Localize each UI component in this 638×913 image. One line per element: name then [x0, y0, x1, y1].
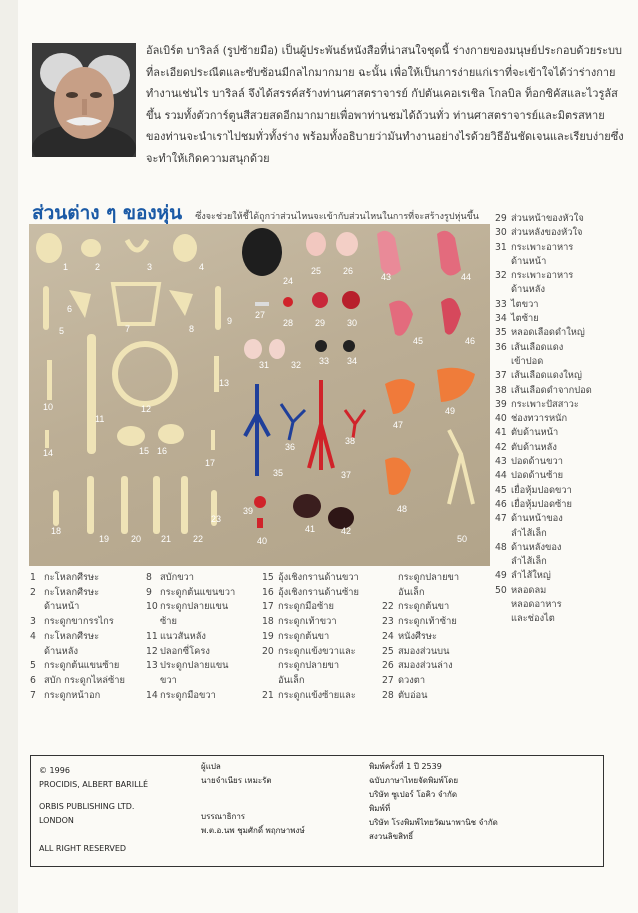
- part-number: 50: [457, 534, 468, 544]
- list-item: 46 เยื่อหุ้มปอดซ้าย: [495, 498, 572, 510]
- printer-label: พิมพ์ที่: [369, 804, 391, 813]
- part-number: 2: [95, 262, 101, 272]
- part-number: 28: [283, 318, 294, 328]
- list-item: อันเล็ก: [278, 674, 305, 686]
- list-item: 45 เยื่อหุ้มปอดขวา: [495, 484, 572, 496]
- part-number: 31: [259, 360, 270, 370]
- list-item: 21 กระดูกแข้งซ้ายและ: [262, 689, 356, 701]
- part-number: 33: [319, 356, 330, 366]
- list-item: กระดูกปลายขา: [278, 660, 340, 672]
- part-number: 45: [413, 336, 424, 346]
- list-item: 49 ลำไส้ใหญ่: [495, 570, 551, 582]
- list-item: 35 หลอดเลือดดำใหญ่: [495, 327, 585, 339]
- part-number: 22: [193, 534, 204, 544]
- part-number: 32: [291, 360, 302, 370]
- list-item: 8 สบักขวา: [146, 572, 195, 583]
- list-item: 33 ไตขวา: [495, 298, 539, 310]
- translator-block: [201, 760, 305, 838]
- list-item: 26 สมองส่วนล่าง: [382, 660, 453, 672]
- part-number: 20: [131, 534, 142, 544]
- list-item: 1 กะโหลกศีรษะ: [30, 572, 100, 583]
- list-item: 19 กระดูกต้นขา: [262, 630, 330, 642]
- part-number: 23: [211, 514, 222, 524]
- part-number: 25: [311, 266, 322, 276]
- part-number: 16: [157, 446, 168, 456]
- list-item: 32 กระเพาะอาหาร: [495, 270, 574, 282]
- list-item: 16 อุ้งเชิงกรานด้านซ้าย: [262, 586, 359, 598]
- printer-name: บริษัท โรงพิมพ์ไทยวัฒนาพานิช จำกัด: [369, 818, 498, 827]
- author-portrait: [32, 43, 136, 157]
- section-title: ส่วนต่าง ๆ ของหุ่น: [32, 202, 183, 224]
- list-item: 27 ดวงตา: [382, 674, 426, 686]
- thai-publisher: บริษัท ซูเปอร์ โอคิว จำกัด: [369, 790, 458, 799]
- part-number: 39: [243, 506, 254, 516]
- list-item: ด้านหลัง: [44, 645, 78, 657]
- part-number: 36: [285, 442, 296, 452]
- list-item: 24 หนังศีรษะ: [382, 630, 438, 642]
- list-item: 44 ปอดด้านซ้าย: [495, 470, 564, 482]
- part-number: 18: [51, 526, 62, 536]
- list-item: 25 สมองส่วนบน: [382, 645, 450, 657]
- editor-name: พ.ต.อ.นพ ชุมศักดิ์ พฤกษาพงษ์: [201, 826, 305, 835]
- list-item: 34 ไตซ้าย: [495, 313, 539, 325]
- list-item: 47 ด้านหน้าของ: [495, 513, 563, 525]
- part-number: 26: [343, 266, 354, 276]
- part-number: 6: [67, 304, 73, 314]
- rights-thai: สงวนลิขสิทธิ์: [369, 832, 414, 841]
- copyright-holder: PROCIDIS, ALBERT BARILLÉ: [39, 780, 149, 789]
- list-item: ด้านหน้า: [511, 255, 547, 267]
- list-item: 14 กระดูกมือขวา: [146, 689, 216, 701]
- edition-text: พิมพ์ครั้งที่ 1 ปี 2539: [369, 762, 442, 771]
- list-item: ซ้าย: [160, 616, 177, 628]
- editor-label: บรรณาธิการ: [201, 812, 246, 821]
- list-item: 48 ด้านหลังของ: [495, 541, 562, 553]
- part-number: 43: [381, 272, 392, 282]
- part-number: 13: [219, 378, 230, 388]
- part-number: 27: [255, 310, 266, 320]
- list-item: 10 กระดูกปลายแขน: [146, 601, 229, 613]
- part-number: 24: [283, 276, 294, 286]
- part-number: 3: [147, 262, 153, 272]
- list-item: 40 ช่องทวารหนัก: [495, 413, 568, 425]
- part-number: 41: [305, 524, 316, 534]
- credits-box: [30, 755, 604, 867]
- parts-list-right: [495, 212, 635, 627]
- list-item: 11 แนวสันหลัง: [146, 630, 206, 642]
- list-item: อันเล็ก: [398, 586, 425, 598]
- list-item: ขวา: [160, 674, 177, 686]
- intro-paragraph: อัลเบิร์ต บาริลล์ (รูปซ้ายมือ) เป็นผู้ประพันธ์หนังสือที่น่าสนใจชุดนี้ ร่างกายของมนุษย์ประกอบด้วยระบบที่ละเอียดประณีตและซับซ้อนมีกลไกมากมาย ฉะนั้น เพื่อให้เป็นการง่ายแก่เราที่จะเข้าใจได้ว่าร่างกายทำงานเช่นไร บาริลล์ จึงได้สรรค์สร้างท่านศาสตราจารย์ กัปตันเคอเรเชิล โกลบิล ท็อกซิคัสและไวรูลัสขึ้น รวมทั้งตัวการ์ตูนสีสวยสดอีกมากมายเพื่อพาท่านชมได้ถ้วนทั่ว ท่านศาสตราจารย์และมิตรสหายของท่านจะนำเราไปชมทั่วทั้งร่าง พร้อมทั้งอธิบายว่ามันทำงานอย่างไรด้วยวิธีอันชัดเจนและเรียบง่ายซึ่งจะทำให้เกิดความสนุกด้วย: [146, 44, 624, 165]
- list-item: ด้านหน้า: [44, 601, 80, 613]
- list-item: 50 หลอดลม: [495, 584, 547, 596]
- list-item: 15 อุ้งเชิงกรานด้านขวา: [262, 572, 359, 583]
- list-item: 39 กระเพาะปัสสาวะ: [495, 398, 579, 410]
- list-item: ลำไส้เล็ก: [511, 527, 547, 539]
- list-item: 37 เส้นเลือดแดงใหญ่: [495, 370, 582, 382]
- thai-edition-label: ฉบับภาษาไทยจัดพิมพ์โดย: [369, 776, 459, 785]
- part-number: 7: [125, 324, 131, 334]
- legend-column-4: [382, 571, 490, 703]
- part-number: 11: [95, 414, 105, 424]
- part-number: 9: [227, 316, 233, 326]
- list-item: 2 กะโหลกศีรษะ: [30, 586, 100, 598]
- list-item: และช่องไต: [511, 613, 555, 625]
- model-parts-illustration: [29, 224, 490, 566]
- page-edge: [0, 0, 18, 913]
- list-item: 42 ตับด้านหลัง: [495, 441, 557, 453]
- publisher-city: LONDON: [39, 816, 74, 825]
- list-item: 22 กระดูกต้นขา: [382, 601, 450, 613]
- part-number: 17: [205, 458, 216, 468]
- part-number: 47: [393, 420, 404, 430]
- part-number: 29: [315, 318, 326, 328]
- legend-column-1: [30, 571, 142, 703]
- list-item: 38 เส้นเลือดดำจากปอด: [495, 384, 592, 396]
- part-number: 14: [43, 448, 54, 458]
- part-number: 48: [397, 504, 408, 514]
- model-parts-photo: [29, 224, 490, 566]
- list-item: 28 ตับอ่อน: [382, 689, 428, 701]
- publisher-name: ORBIS PUBLISHING LTD.: [39, 802, 135, 811]
- part-number: 30: [347, 318, 358, 328]
- part-number: 8: [189, 324, 195, 334]
- part-number: 37: [341, 470, 352, 480]
- part-number: 4: [199, 262, 205, 272]
- publishing-block: [369, 760, 498, 844]
- list-item: 41 ตับด้านหน้า: [495, 427, 559, 439]
- copyright-year: © 1996: [39, 766, 70, 775]
- list-item: หลอดอาหาร: [511, 599, 562, 611]
- list-item: 4 กะโหลกศีรษะ: [30, 630, 100, 642]
- rights-text: ALL RIGHT RESERVED: [39, 844, 127, 853]
- part-number: 42: [341, 526, 352, 536]
- part-number: 1: [63, 262, 69, 272]
- list-item: 7 กระดูกหน้าอก: [30, 689, 101, 701]
- legend-column-3: [262, 571, 398, 703]
- list-item: กระดูกปลายขา: [398, 572, 460, 583]
- list-item: 17 กระดูกมือซ้าย: [262, 601, 334, 613]
- part-number: 40: [257, 536, 268, 546]
- list-item: 36 เส้นเลือดแดง: [495, 341, 564, 353]
- list-item: ลำไส้เล็ก: [511, 556, 547, 568]
- list-item: 30 ส่วนหลังของหัวใจ: [495, 227, 583, 239]
- list-item: 6 สบัก กระดูกไหล่ซ้าย: [30, 674, 125, 686]
- part-number: 44: [461, 272, 472, 282]
- part-number: 12: [141, 404, 152, 414]
- list-item: 20 กระดูกแข้งขวาและ: [262, 645, 356, 657]
- list-item: 5 กระดูกต้นแขนซ้าย: [30, 660, 120, 672]
- list-item: 29 ส่วนหน้าของหัวใจ: [495, 213, 584, 224]
- part-number: 49: [445, 406, 456, 416]
- part-number: 19: [99, 534, 110, 544]
- list-item: เข้าปอด: [511, 355, 544, 367]
- translator-label: ผู้แปล: [201, 762, 221, 771]
- copyright-block: [39, 764, 148, 856]
- section-subtitle: ซึ่งจะช่วยให้ชี้ได้ถูกว่าส่วนไหนจะเข้ากับส่วนไหนในการที่จะสร้างรูปหุ่นขึ้น: [195, 212, 479, 222]
- list-item: 23 กระดูกเท้าซ้าย: [382, 616, 457, 628]
- part-number: 10: [43, 402, 54, 412]
- part-number: 21: [161, 534, 172, 544]
- list-item: 31 กระเพาะอาหาร: [495, 241, 574, 253]
- part-number: 35: [273, 468, 284, 478]
- list-item: 18 กระดูกเท้าขวา: [262, 616, 337, 628]
- list-item: 3 กระดูกขากรรไกร: [30, 616, 114, 628]
- part-number: 38: [345, 436, 356, 446]
- list-item: 13 ประดูกปลายแขน: [146, 660, 229, 672]
- list-item: ด้านหลัง: [511, 284, 545, 296]
- part-number: 15: [139, 446, 150, 456]
- legend-column-2: [146, 571, 258, 703]
- part-number: 34: [347, 356, 358, 366]
- list-item: 9 กระดูกต้นแขนขวา: [146, 586, 236, 598]
- list-item: 12 ปลอกซี่โครง: [146, 645, 210, 657]
- part-number: 46: [465, 336, 476, 346]
- list-item: 43 ปอดด้านขวา: [495, 456, 563, 468]
- part-number: 5: [59, 326, 65, 336]
- translator-name: นายจำเนียร เหมะรัต: [201, 776, 272, 785]
